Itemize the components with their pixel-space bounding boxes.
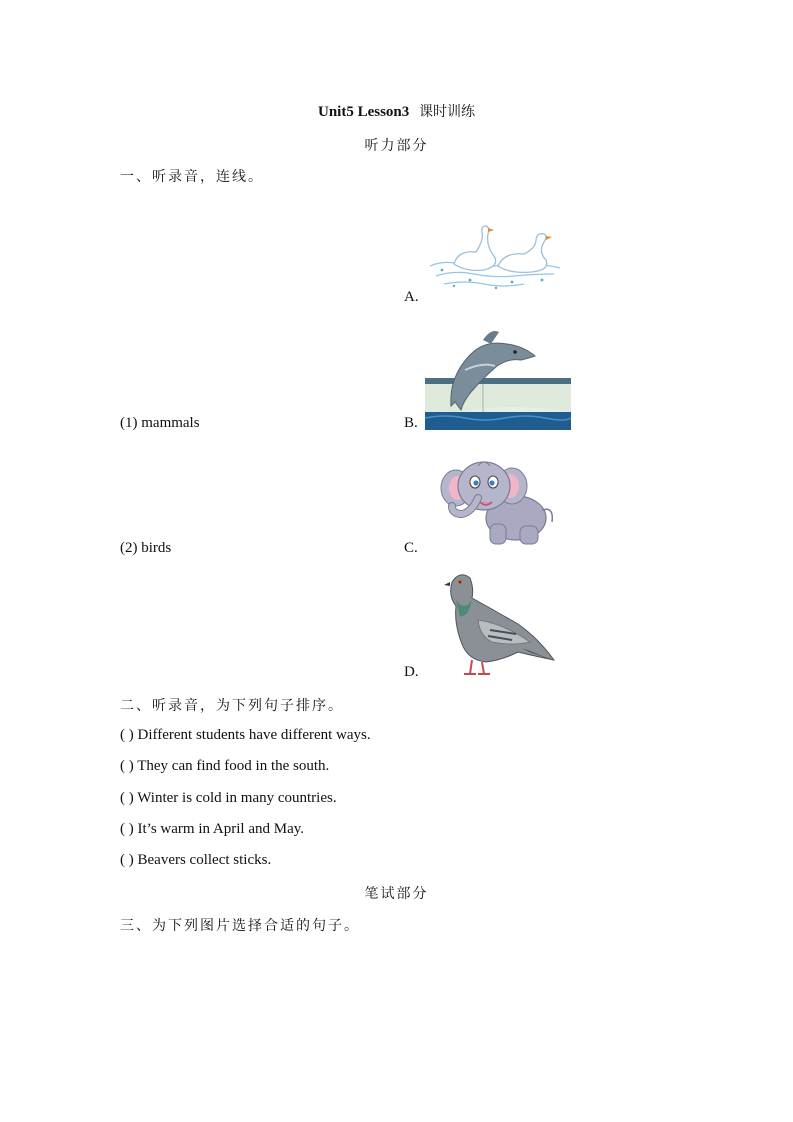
option-d-label: D. [404, 664, 419, 680]
part2-instruction: 二、听录音，为下列句子排序。 [120, 698, 344, 714]
listening-heading: 听力部分 [364, 138, 429, 154]
title-english: Unit5 Lesson3 [317, 104, 410, 120]
answer-bracket[interactable]: ( ) [120, 727, 134, 743]
answer-bracket[interactable]: ( ) [120, 758, 134, 774]
answer-bracket[interactable]: ( ) [120, 852, 134, 868]
writing-heading: 笔试部分 [364, 886, 429, 902]
option-c-label: C. [404, 540, 418, 556]
pigeon-icon [438, 568, 556, 680]
sentence-text: They can find food in the south. [137, 758, 330, 774]
part1-instruction: 一、听录音，连线。 [120, 169, 264, 185]
word-birds: (2) birds [120, 540, 172, 556]
list-item [120, 758, 329, 775]
list-item [120, 821, 304, 838]
list-item [120, 852, 271, 869]
page-title [0, 101, 793, 121]
sentence-text: Beavers collect sticks. [137, 852, 272, 868]
option-a-label: A. [404, 289, 419, 305]
answer-bracket[interactable]: ( ) [120, 821, 134, 837]
swans-icon [424, 222, 564, 294]
sentence-text: It’s warm in April and May. [137, 821, 305, 837]
elephant-icon [438, 452, 556, 548]
list-item [120, 727, 371, 744]
option-b-label: B. [404, 415, 418, 431]
list-item [120, 790, 337, 807]
answer-bracket[interactable]: ( ) [120, 790, 134, 806]
word-mammals: (1) mammals [120, 415, 200, 431]
part3-instruction: 三、为下列图片选择合适的句子。 [120, 918, 360, 934]
title-chinese: 课时训练 [419, 104, 476, 120]
sentence-text: Winter is cold in many countries. [137, 790, 337, 806]
sentence-text: Different students have different ways. [137, 727, 371, 743]
dolphin-icon [425, 326, 571, 430]
